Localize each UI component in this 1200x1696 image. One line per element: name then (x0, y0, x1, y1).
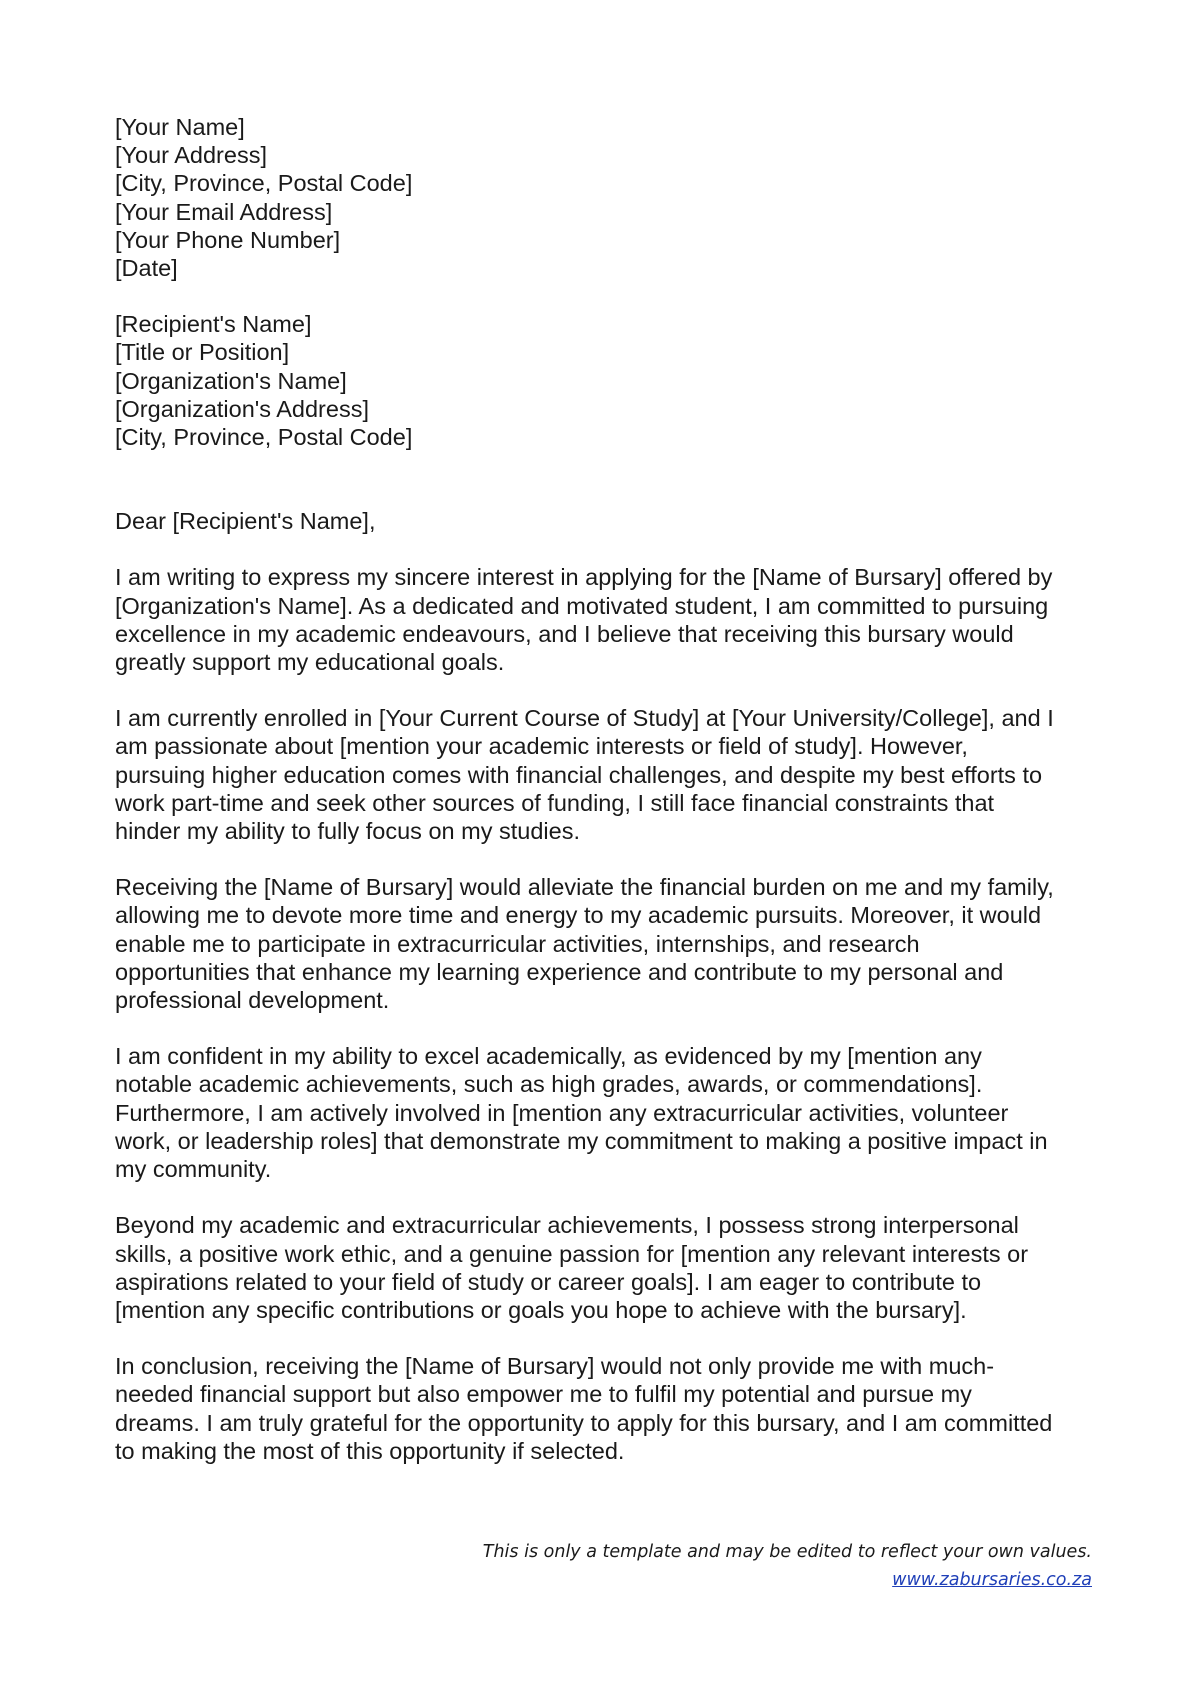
paragraph-line: hinder my ability to fully focus on my studies. (115, 818, 580, 845)
paragraph-line: work, or leadership roles] that demonstrate my commitment to making a positive impact in (115, 1127, 1048, 1154)
recipient-title: [Title or Position] (115, 339, 290, 366)
sender-block (115, 113, 1100, 282)
website-link[interactable]: www.zabursaries.co.za (892, 1570, 1092, 1590)
salutation: Dear [Recipient's Name], (115, 508, 376, 535)
paragraph-line: to making the most of this opportunity if selected. (115, 1437, 625, 1464)
paragraph-line: dreams. I am truly grateful for the opportunity to apply for this bursary, and I am committed (115, 1409, 1053, 1436)
paragraph-benefits (115, 873, 1100, 1014)
letter-date: [Date] (115, 255, 178, 282)
paragraph-line: pursuing higher education comes with financial challenges, and despite my best efforts to (115, 761, 1043, 788)
sender-city: [City, Province, Postal Code] (115, 170, 413, 197)
paragraph-line: I am confident in my ability to excel academically, as evidenced by my [mention any (115, 1043, 982, 1070)
paragraph-intro (115, 563, 1100, 676)
recipient-name: [Recipient's Name] (115, 311, 312, 338)
paragraph-line: In conclusion, receiving the [Name of Bursary] would not only provide me with much- (115, 1353, 995, 1380)
paragraph-achievements (115, 1042, 1100, 1183)
paragraph-line: my community. (115, 1156, 272, 1183)
paragraph-line: allowing me to devote more time and energy to my academic pursuits. Moreover, it would (115, 902, 1042, 929)
paragraph-line: I am writing to express my sincere interest in applying for the [Name of Bursary] offered by (115, 564, 1053, 591)
template-footer (483, 1538, 1092, 1594)
sender-name: [Your Name] (115, 114, 245, 140)
sender-email: [Your Email Address] (115, 198, 333, 225)
paragraph-line: greatly support my educational goals. (115, 649, 505, 676)
template-disclaimer: This is only a template and may be edited to reflect your own values. (482, 1542, 1092, 1562)
paragraph-line: skills, a positive work ethic, and a genuine passion for [mention any relevant interests or (115, 1240, 1029, 1267)
paragraph-line: Furthermore, I am actively involved in [mention any extracurricular activities, volunteer (115, 1099, 1009, 1126)
paragraph-line: enable me to participate in extracurricular activities, internships, and research (115, 930, 920, 957)
paragraph-conclusion (115, 1352, 1100, 1465)
recipient-city: [City, Province, Postal Code] (115, 424, 413, 451)
paragraph-line: [mention any specific contributions or goals you hope to achieve with the bursary]. (115, 1296, 967, 1323)
recipient-block (115, 310, 1100, 451)
sender-phone: [Your Phone Number] (115, 226, 341, 253)
paragraph-line: needed financial support but also empower me to fulfil my potential and pursue my (115, 1381, 972, 1408)
paragraph-line: opportunities that enhance my learning experience and contribute to my personal and (115, 958, 1004, 985)
paragraph-line: am passionate about [mention your academic interests or field of study]. However, (115, 733, 968, 760)
paragraph-studies (115, 704, 1100, 845)
paragraph-line: excellence in my academic endeavours, and I believe that receiving this bursary would (115, 620, 1014, 647)
paragraph-skills (115, 1211, 1100, 1324)
paragraph-line: I am currently enrolled in [Your Current Course of Study] at [Your University/College], and I (115, 705, 1054, 732)
paragraph-line: work part-time and seek other sources of funding, I still face financial constraints that (115, 789, 995, 816)
paragraph-line: [Organization's Name]. As a dedicated and motivated student, I am committed to pursuing (115, 592, 1049, 619)
paragraph-line: Beyond my academic and extracurricular achievements, I possess strong interpersonal (115, 1212, 1019, 1239)
sender-address: [Your Address] (115, 142, 267, 169)
paragraph-line: aspirations related to your field of study or career goals]. I am eager to contribute to (115, 1268, 982, 1295)
letter-body (115, 113, 1100, 1465)
paragraph-line: notable academic achievements, such as high grades, awards, or commendations]. (115, 1071, 983, 1098)
paragraph-line: Receiving the [Name of Bursary] would alleviate the financial burden on me and my family, (115, 874, 1054, 901)
recipient-organization: [Organization's Name] (115, 367, 347, 394)
paragraph-line: professional development. (115, 987, 390, 1014)
recipient-address: [Organization's Address] (115, 395, 369, 422)
